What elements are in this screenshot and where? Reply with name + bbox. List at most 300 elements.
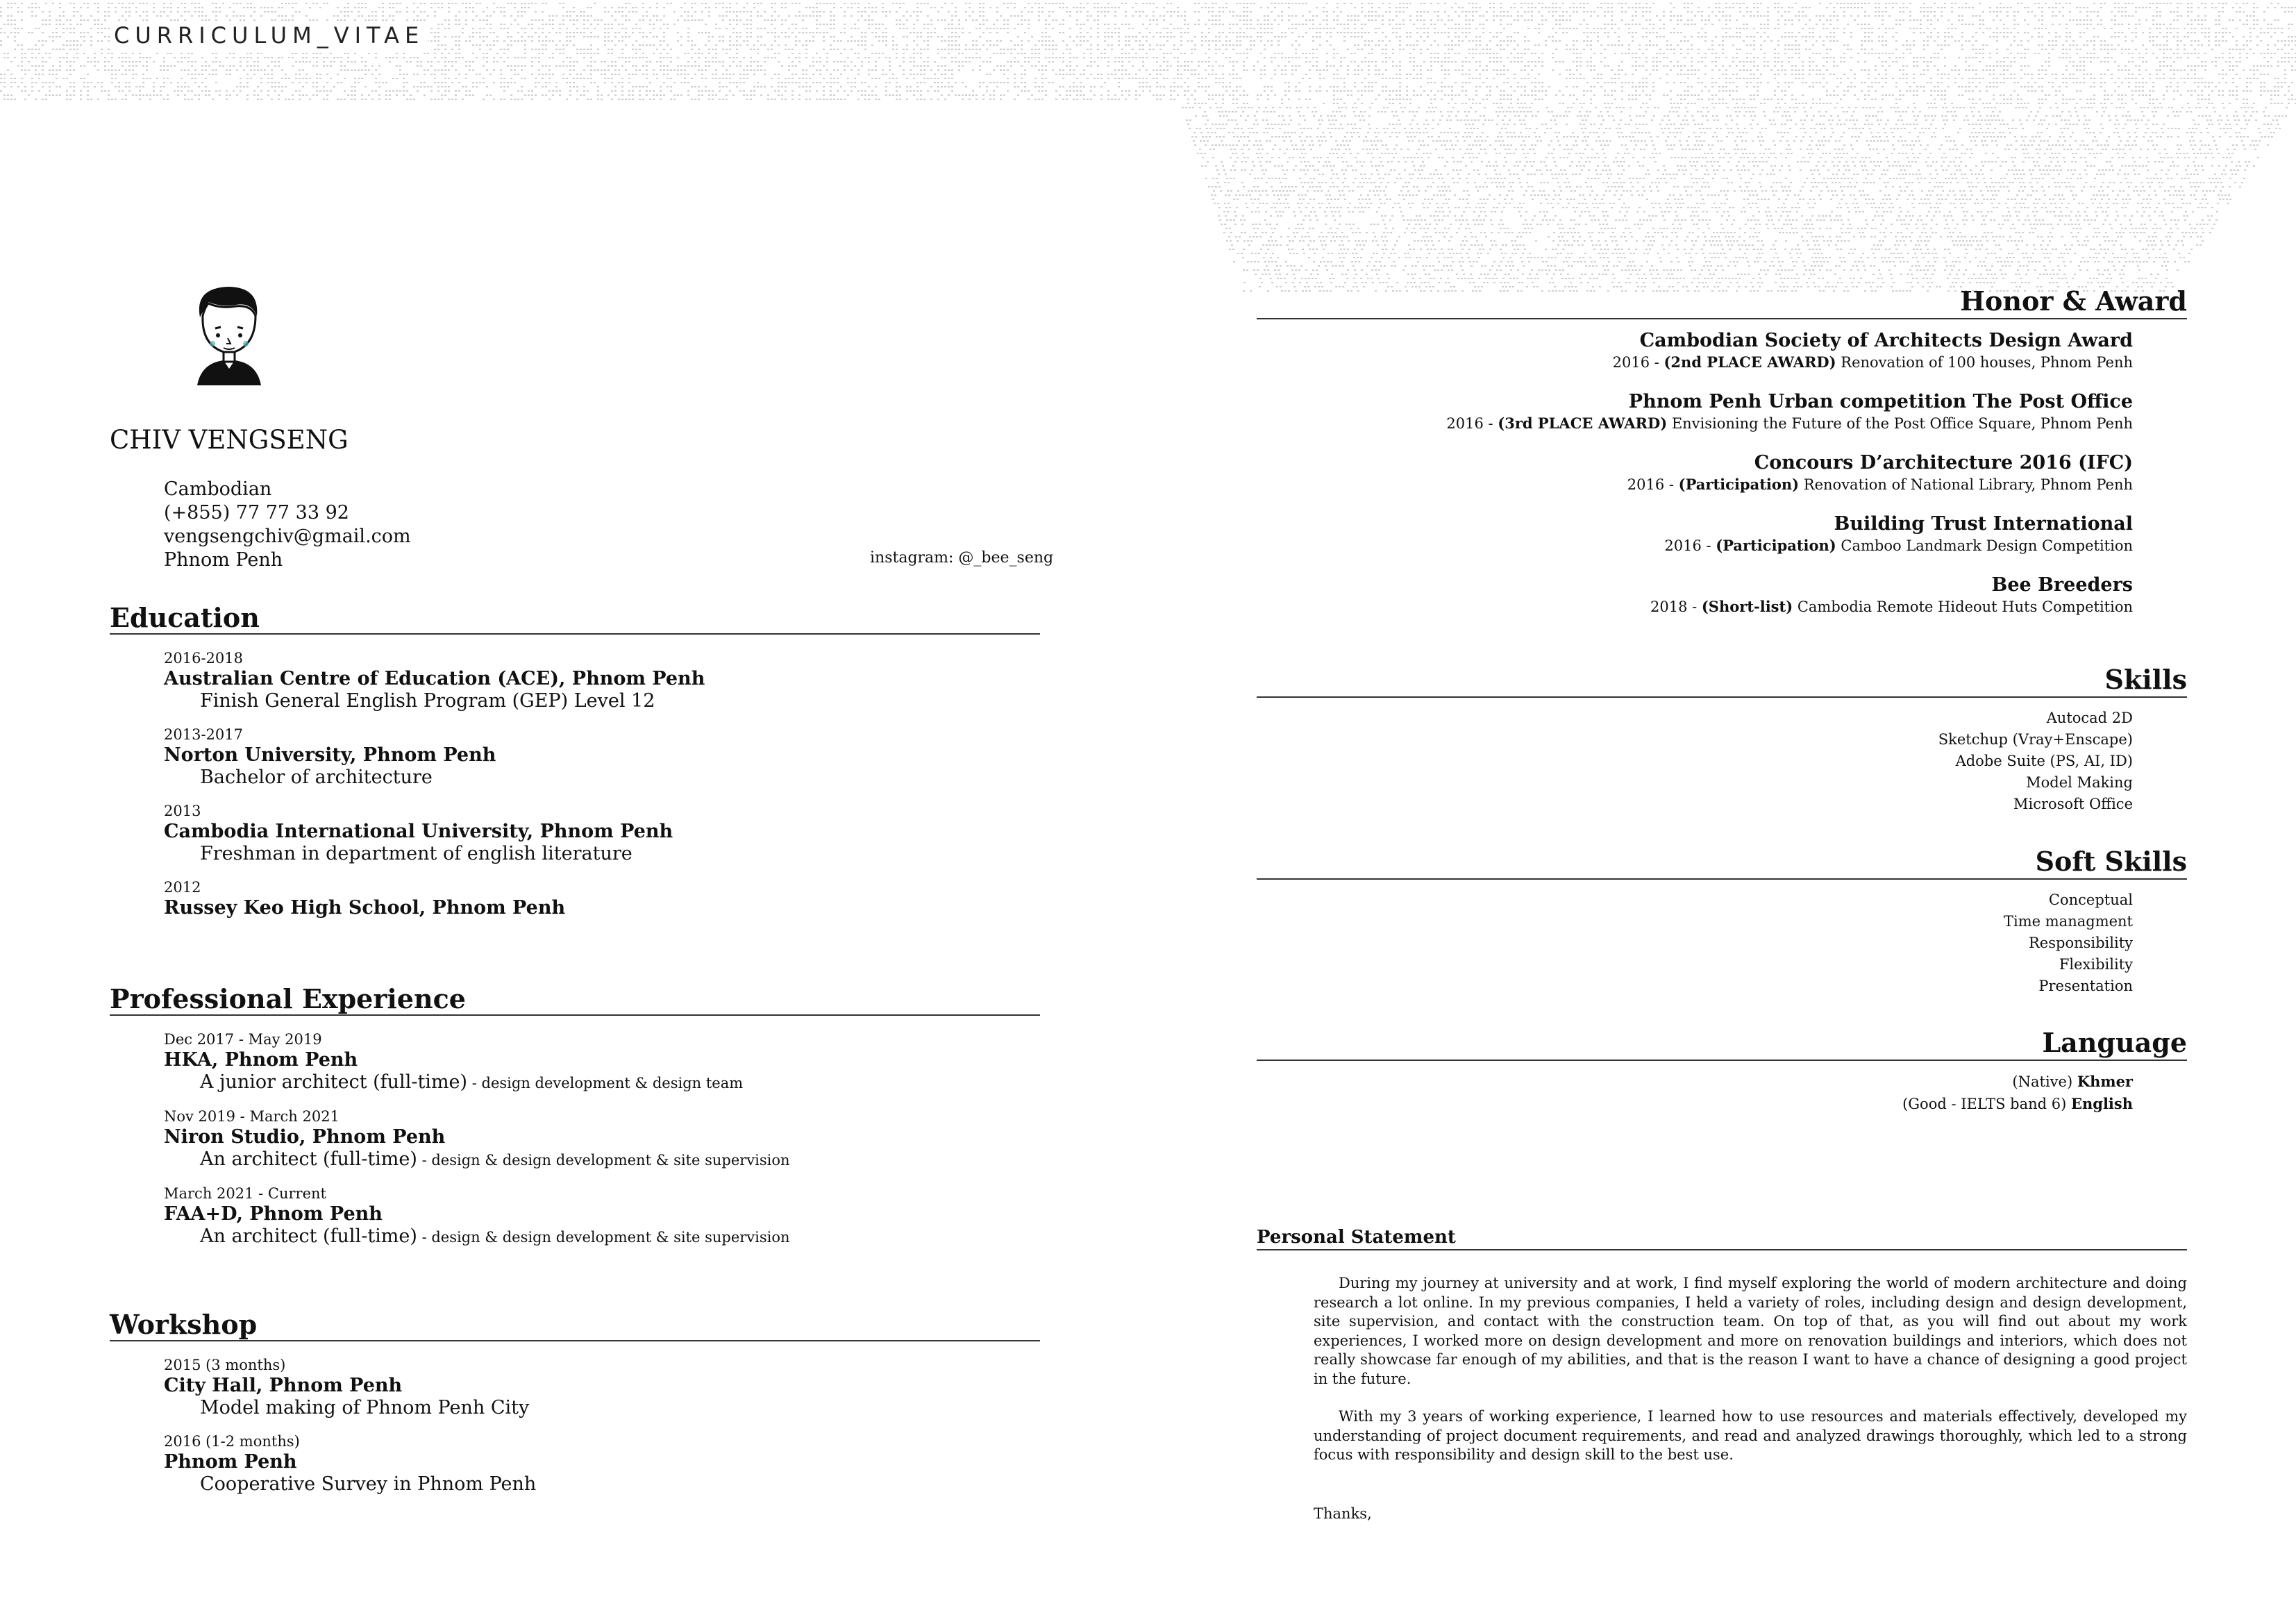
- noise-dot: [795, 44, 797, 46]
- noise-dot: [507, 65, 509, 67]
- noise-dot: [340, 69, 342, 71]
- noise-dot: [2159, 32, 2161, 33]
- noise-dot: [1166, 11, 1168, 12]
- noise-dot: [73, 69, 75, 71]
- noise-dot: [1500, 44, 1502, 46]
- noise-dot: [1621, 61, 1623, 62]
- noise-dot: [649, 19, 651, 21]
- noise-dot: [986, 40, 988, 42]
- noise-dot: [1239, 19, 1241, 21]
- noise-dot: [1604, 15, 1606, 17]
- noise-dot: [2236, 44, 2238, 46]
- noise-dot: [118, 57, 120, 58]
- noise-dot: [1493, 61, 1495, 62]
- noise-dot: [2149, 3, 2151, 4]
- noise-dot: [552, 19, 554, 21]
- noise-dot: [2125, 49, 2127, 50]
- noise-dot: [2045, 61, 2047, 62]
- noise-dot: [2260, 65, 2262, 67]
- noise-dot: [312, 53, 315, 54]
- noise-dot: [1076, 7, 1078, 8]
- noise-dot: [1888, 53, 1891, 54]
- noise-dot: [614, 65, 617, 67]
- noise-dot: [1368, 19, 1370, 21]
- noise-dot: [302, 61, 304, 62]
- noise-dot: [1649, 19, 1651, 21]
- noise-dot: [1514, 32, 1516, 33]
- noise-dot: [451, 61, 453, 62]
- noise-dot: [1281, 11, 1283, 12]
- noise-dot: [882, 36, 884, 37]
- noise-dot: [1316, 65, 1318, 67]
- noise-dot: [972, 57, 974, 58]
- noise-dot: [635, 28, 637, 29]
- noise-dot: [802, 28, 804, 29]
- noise-dot: [135, 65, 137, 67]
- noise-dot: [1277, 3, 1280, 4]
- noise-dot: [785, 19, 787, 21]
- noise-dot: [1267, 32, 1269, 33]
- noise-dot: [132, 65, 134, 67]
- noise-dot: [1541, 3, 1543, 4]
- noise-dot: [2065, 49, 2068, 50]
- noise-dot: [1885, 44, 1887, 46]
- noise-dot: [2246, 24, 2248, 25]
- noise-dot: [1406, 44, 1408, 46]
- noise-dot: [2246, 57, 2248, 58]
- noise-dot: [1920, 24, 1922, 25]
- noise-dot: [1802, 7, 1804, 8]
- noise-dot: [1972, 44, 1974, 46]
- noise-dot: [660, 65, 662, 67]
- noise-dot: [1763, 24, 1766, 25]
- noise-dot: [448, 53, 450, 54]
- noise-dot: [406, 11, 408, 12]
- noise-dot: [1097, 24, 1099, 25]
- noise-dot: [1465, 11, 1467, 12]
- noise-dot: [2284, 53, 2286, 54]
- noise-dot: [545, 36, 547, 37]
- noise-dot: [649, 61, 651, 62]
- noise-dot: [1125, 24, 1127, 25]
- noise-dot: [1180, 53, 1182, 54]
- noise-dot: [83, 65, 85, 67]
- noise-dot: [1000, 28, 1002, 29]
- noise-dot: [17, 7, 19, 8]
- noise-dot: [656, 36, 658, 37]
- noise-dot: [1590, 61, 1592, 62]
- noise-dot: [2027, 7, 2029, 8]
- noise-dot: [1312, 49, 1314, 50]
- noise-dot: [1253, 3, 1255, 4]
- noise-dot: [472, 7, 474, 8]
- noise-dot: [1649, 44, 1651, 46]
- noise-dot: [1173, 49, 1175, 50]
- noise-dot: [1330, 36, 1332, 37]
- noise-dot: [677, 65, 679, 67]
- noise-dot: [590, 69, 592, 71]
- noise-dot: [2090, 11, 2092, 12]
- noise-dot: [2187, 36, 2189, 37]
- noise-dot: [1604, 11, 1606, 12]
- noise-dot: [1041, 36, 1044, 37]
- noise-dot: [1475, 11, 1477, 12]
- noise-dot: [2270, 65, 2272, 67]
- noise-dot: [528, 7, 530, 8]
- noise-dot: [969, 61, 971, 62]
- noise-dot: [760, 65, 762, 67]
- noise-dot: [10, 7, 12, 8]
- noise-dot: [1500, 11, 1502, 12]
- noise-dot: [2072, 65, 2075, 67]
- noise-dot: [1923, 32, 1925, 33]
- noise-dot: [1257, 61, 1259, 62]
- noise-dot: [1798, 15, 1800, 17]
- noise-dot: [1777, 28, 1779, 29]
- noise-dot: [1611, 15, 1613, 17]
- noise-dot: [1062, 40, 1064, 42]
- noise-dot: [1639, 24, 1641, 25]
- noise-dot: [2270, 3, 2272, 4]
- noise-dot: [1354, 28, 1356, 29]
- noise-dot: [566, 57, 568, 58]
- noise-dot: [1385, 44, 1387, 46]
- noise-dot: [1236, 32, 1238, 33]
- noise-dot: [2059, 57, 2061, 58]
- noise-dot: [583, 32, 585, 33]
- noise-dot: [2006, 36, 2009, 37]
- noise-dot: [52, 40, 54, 42]
- noise-dot: [1906, 65, 1908, 67]
- noise-dot: [1163, 53, 1165, 54]
- noise-dot: [1670, 61, 1672, 62]
- noise-dot: [989, 32, 991, 33]
- noise-dot: [500, 28, 502, 29]
- noise-dot: [1159, 44, 1162, 46]
- noise-dot: [1784, 53, 1786, 54]
- noise-dot: [1444, 53, 1446, 54]
- noise-dot: [2253, 3, 2255, 4]
- noise-dot: [583, 19, 585, 21]
- noise-dot: [1656, 32, 1658, 33]
- noise-dot: [1406, 3, 1408, 4]
- noise-dot: [715, 28, 717, 29]
- noise-dot: [2149, 40, 2151, 42]
- noise-dot: [2218, 15, 2220, 17]
- noise-dot: [1652, 3, 1654, 4]
- noise-dot: [167, 15, 169, 17]
- noise-dot: [1652, 61, 1654, 62]
- noise-dot: [569, 32, 571, 33]
- noise-dot: [396, 53, 398, 54]
- noise-dot: [2173, 11, 2175, 12]
- noise-dot: [687, 19, 689, 21]
- noise-dot: [736, 24, 738, 25]
- noise-dot: [514, 57, 516, 58]
- noise-dot: [566, 15, 568, 17]
- noise-dot: [944, 3, 946, 4]
- noise-dot: [2281, 61, 2283, 62]
- noise-dot: [399, 11, 401, 12]
- noise-dot: [510, 36, 512, 37]
- noise-dot: [531, 57, 533, 58]
- noise-dot: [2190, 53, 2193, 54]
- noise-dot: [1878, 53, 1880, 54]
- noise-dot: [791, 53, 794, 54]
- noise-dot: [2222, 40, 2224, 42]
- noise-dot: [455, 69, 457, 71]
- noise-dot: [382, 7, 384, 8]
- noise-dot: [2013, 15, 2016, 17]
- noise-dot: [785, 36, 787, 37]
- noise-dot: [1913, 57, 1915, 58]
- noise-dot: [1639, 7, 1641, 8]
- noise-dot: [583, 49, 585, 50]
- noise-dot: [774, 32, 776, 33]
- noise-dot: [1312, 36, 1314, 37]
- noise-dot: [2215, 61, 2217, 62]
- noise-dot: [607, 24, 610, 25]
- noise-dot: [66, 69, 68, 71]
- noise-dot: [618, 40, 620, 42]
- noise-dot: [1399, 44, 1401, 46]
- noise-dot: [486, 15, 488, 17]
- noise-dot: [1239, 32, 1241, 33]
- noise-dot: [1031, 53, 1033, 54]
- noise-dot: [1069, 57, 1071, 58]
- noise-dot: [1805, 49, 1807, 50]
- noise-dot: [726, 53, 728, 54]
- noise-dot: [1510, 61, 1512, 62]
- noise-dot: [240, 61, 242, 62]
- noise-dot: [1343, 24, 1346, 25]
- noise-dot: [1375, 15, 1377, 17]
- noise-dot: [205, 15, 207, 17]
- noise-dot: [1420, 15, 1422, 17]
- noise-dot: [1979, 61, 1981, 62]
- noise-dot: [73, 61, 75, 62]
- noise-dot: [972, 44, 974, 46]
- noise-dot: [2111, 28, 2113, 29]
- noise-dot: [1382, 32, 1384, 33]
- noise-dot: [215, 15, 217, 17]
- noise-dot: [1982, 11, 1984, 12]
- noise-dot: [1170, 11, 1172, 12]
- noise-dot: [715, 49, 717, 50]
- noise-dot: [111, 57, 113, 58]
- noise-dot: [1017, 36, 1019, 37]
- noise-dot: [444, 19, 446, 21]
- noise-dot: [1208, 61, 1210, 62]
- noise-dot: [1725, 15, 1727, 17]
- noise-dot: [1656, 57, 1658, 58]
- noise-dot: [934, 61, 936, 62]
- noise-dot: [538, 61, 540, 62]
- noise-dot: [2138, 24, 2140, 25]
- noise-dot: [948, 53, 950, 54]
- noise-dot: [2076, 49, 2078, 50]
- noise-dot: [1399, 61, 1401, 62]
- noise-dot: [2072, 40, 2075, 42]
- noise-dot: [1604, 24, 1606, 25]
- noise-dot: [1347, 24, 1349, 25]
- noise-dot: [625, 3, 627, 4]
- noise-dot: [1947, 28, 1950, 29]
- noise-dot: [455, 15, 457, 17]
- noise-dot: [1316, 7, 1318, 8]
- noise-dot: [750, 32, 752, 33]
- noise-dot: [1930, 36, 1932, 37]
- noise-dot: [1045, 24, 1047, 25]
- noise-dot: [28, 69, 30, 71]
- noise-dot: [816, 69, 818, 71]
- noise-dot: [1753, 36, 1755, 37]
- noise-dot: [1139, 57, 1141, 58]
- noise-dot: [607, 40, 610, 42]
- noise-dot: [1642, 11, 1644, 12]
- noise-dot: [844, 24, 846, 25]
- noise-dot: [1368, 61, 1370, 62]
- noise-dot: [854, 3, 856, 4]
- noise-dot: [1066, 49, 1068, 50]
- noise-dot: [1375, 65, 1377, 67]
- noise-dot: [639, 49, 641, 50]
- noise-dot: [663, 36, 665, 37]
- noise-dot: [52, 69, 54, 71]
- noise-dot: [798, 11, 801, 12]
- noise-dot: [10, 61, 12, 62]
- noise-dot: [955, 40, 957, 42]
- noise-dot: [760, 28, 762, 29]
- noise-dot: [2065, 28, 2068, 29]
- noise-dot: [1663, 57, 1665, 58]
- noise-dot: [667, 24, 669, 25]
- noise-dot: [1076, 11, 1078, 12]
- noise-dot: [2215, 32, 2217, 33]
- noise-dot: [1163, 28, 1165, 29]
- noise-dot: [979, 49, 981, 50]
- noise-dot: [191, 3, 193, 4]
- noise-dot: [566, 28, 568, 29]
- noise-dot: [121, 3, 124, 4]
- noise-dot: [1559, 28, 1561, 29]
- noise-dot: [1496, 32, 1498, 33]
- noise-dot: [1725, 57, 1727, 58]
- noise-dot: [2218, 57, 2220, 58]
- noise-dot: [913, 49, 915, 50]
- noise-dot: [1562, 11, 1564, 12]
- noise-dot: [1461, 11, 1464, 12]
- noise-dot: [1118, 57, 1120, 58]
- noise-dot: [396, 65, 398, 67]
- noise-dot: [274, 61, 276, 62]
- noise-dot: [1833, 7, 1835, 8]
- noise-dot: [2288, 7, 2290, 8]
- noise-dot: [1659, 19, 1661, 21]
- noise-dot: [705, 7, 707, 8]
- noise-dot: [500, 69, 502, 71]
- noise-dot: [562, 19, 564, 21]
- noise-dot: [115, 7, 117, 8]
- noise-dot: [1014, 3, 1016, 4]
- noise-dot: [1947, 19, 1950, 21]
- noise-dot: [1153, 49, 1155, 50]
- noise-dot: [2152, 36, 2154, 37]
- noise-dot: [21, 69, 23, 71]
- noise-dot: [2048, 53, 2050, 54]
- noise-dot: [1229, 57, 1231, 58]
- noise-dot: [906, 49, 908, 50]
- noise-dot: [257, 61, 259, 62]
- noise-dot: [2062, 15, 2064, 17]
- noise-dot: [97, 3, 99, 4]
- noise-dot: [594, 69, 596, 71]
- noise-dot: [788, 69, 790, 71]
- noise-dot: [35, 3, 37, 4]
- noise-dot: [1816, 40, 1818, 42]
- noise-dot: [1750, 36, 1752, 37]
- noise-dot: [194, 61, 196, 62]
- noise-dot: [927, 32, 929, 33]
- noise-dot: [1350, 15, 1352, 17]
- noise-dot: [104, 36, 106, 37]
- noise-dot: [2197, 24, 2199, 25]
- noise-dot: [1184, 53, 1186, 54]
- noise-dot: [1267, 28, 1269, 29]
- noise-dot: [1024, 57, 1026, 58]
- noise-dot: [1083, 7, 1085, 8]
- noise-dot: [951, 36, 953, 37]
- noise-dot: [1173, 11, 1175, 12]
- noise-dot: [1010, 3, 1012, 4]
- noise-dot: [510, 3, 512, 4]
- noise-dot: [1416, 28, 1418, 29]
- noise-dot: [757, 3, 759, 4]
- noise-dot: [1097, 49, 1099, 50]
- noise-dot: [430, 40, 433, 42]
- noise-dot: [2277, 49, 2279, 50]
- noise-dot: [823, 49, 825, 50]
- noise-dot: [2128, 24, 2130, 25]
- noise-dot: [49, 53, 51, 54]
- noise-dot: [1298, 57, 1300, 58]
- noise-dot: [1576, 53, 1578, 54]
- noise-dot: [1882, 15, 1884, 17]
- noise-dot: [1243, 61, 1245, 62]
- noise-dot: [1166, 32, 1168, 33]
- noise-dot: [1354, 44, 1356, 46]
- noise-dot: [437, 32, 439, 33]
- noise-dot: [73, 44, 75, 46]
- noise-dot: [215, 61, 217, 62]
- noise-dot: [576, 19, 578, 21]
- noise-dot: [2173, 36, 2175, 37]
- noise-dot: [483, 28, 485, 29]
- noise-dot: [1951, 11, 1953, 12]
- noise-dot: [2090, 61, 2092, 62]
- noise-dot: [1902, 57, 1904, 58]
- noise-dot: [66, 19, 68, 21]
- noise-dot: [774, 53, 776, 54]
- noise-dot: [340, 11, 342, 12]
- noise-dot: [1055, 3, 1057, 4]
- noise-dot: [871, 53, 873, 54]
- noise-dot: [1750, 61, 1752, 62]
- noise-dot: [1177, 65, 1179, 67]
- noise-dot: [1416, 44, 1418, 46]
- noise-dot: [868, 61, 870, 62]
- noise-dot: [1423, 11, 1425, 12]
